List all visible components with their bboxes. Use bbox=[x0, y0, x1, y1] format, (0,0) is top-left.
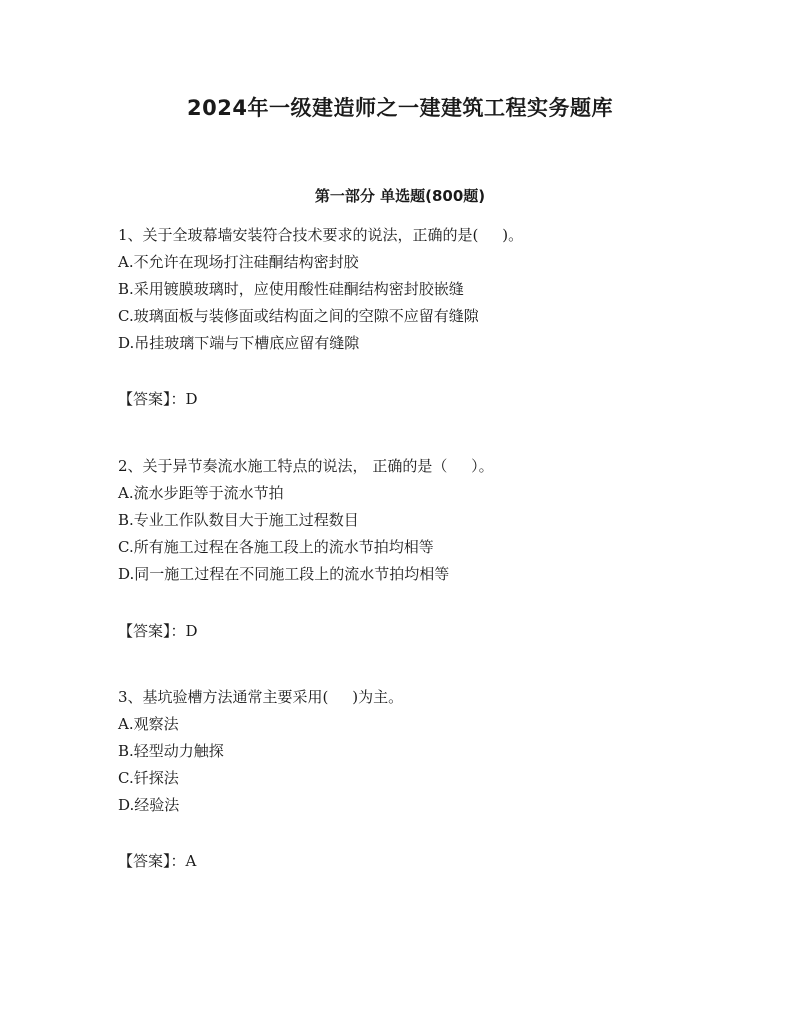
option-c: C.钎探法 bbox=[118, 769, 179, 787]
option-c: C.玻璃面板与装修面或结构面之间的空隙不应留有缝隙 bbox=[118, 307, 479, 325]
question-stem: 3、基坑验槽方法通常主要采用( )为主。 bbox=[118, 688, 404, 706]
document-title: 2024年一级建造师之一建建筑工程实务题库 bbox=[187, 96, 613, 120]
answer-2: 【答案】：D bbox=[118, 622, 198, 640]
question-3 bbox=[118, 684, 738, 819]
section-heading: 第一部分 单选题(800题) bbox=[314, 187, 486, 205]
option-d: D.经验法 bbox=[118, 796, 180, 814]
option-a: A.观察法 bbox=[118, 715, 179, 733]
answer-1: 【答案】：D bbox=[118, 390, 198, 408]
option-d: D.吊挂玻璃下端与下槽底应留有缝隙 bbox=[118, 334, 360, 352]
answer-3: 【答案】：A bbox=[118, 852, 197, 870]
option-a: A.不允许在现场打注硅酮结构密封胶 bbox=[118, 253, 359, 271]
option-c: C.所有施工过程在各施工段上的流水节拍均相等 bbox=[118, 538, 434, 556]
option-b: B.采用镀膜玻璃时，应使用酸性硅酮结构密封胶嵌缝 bbox=[118, 280, 464, 298]
question-stem: 2、关于异节奏流水施工特点的说法， 正确的是（ ）。 bbox=[118, 457, 494, 475]
question-1 bbox=[118, 222, 738, 357]
option-b: B.专业工作队数目大于施工过程数目 bbox=[118, 511, 359, 529]
option-d: D.同一施工过程在不同施工段上的流水节拍均相等 bbox=[118, 565, 450, 583]
question-stem: 1、关于全玻幕墙安装符合技术要求的说法，正确的是( )。 bbox=[118, 226, 524, 244]
option-b: B.轻型动力触探 bbox=[118, 742, 224, 760]
question-2 bbox=[118, 453, 738, 588]
option-a: A.流水步距等于流水节拍 bbox=[118, 484, 284, 502]
